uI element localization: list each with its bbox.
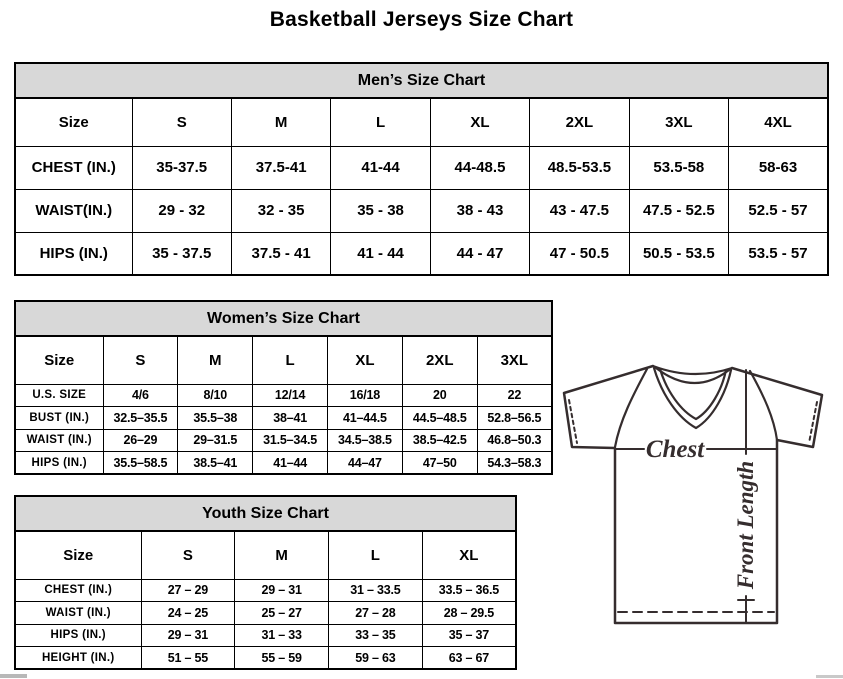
size-value-cell: 32 - 35 <box>231 189 330 232</box>
size-column-header: S <box>132 98 231 146</box>
size-column-header: M <box>235 531 329 579</box>
youth-table-caption: Youth Size Chart <box>14 495 517 532</box>
size-value-cell: 51 – 55 <box>141 647 235 670</box>
table-row <box>15 189 828 232</box>
scrollbar-fragment-left[interactable] <box>0 674 27 678</box>
size-value-cell: 35 – 37 <box>422 624 516 647</box>
size-value-cell: 41-44 <box>331 146 430 189</box>
row-label: CHEST (IN.) <box>15 146 132 189</box>
size-value-cell: 46.8–50.3 <box>477 429 552 452</box>
size-value-cell: 44.5–48.5 <box>402 407 477 430</box>
size-value-cell: 48.5-53.5 <box>530 146 629 189</box>
size-column-header: M <box>231 98 330 146</box>
table-row <box>15 602 516 625</box>
size-column-header: L <box>329 531 423 579</box>
mens-table-caption: Men’s Size Chart <box>14 62 829 99</box>
size-column-header: XL <box>422 531 516 579</box>
size-column-header: 2XL <box>402 336 477 384</box>
size-value-cell: 47–50 <box>402 452 477 475</box>
size-value-cell: 53.5 - 57 <box>729 232 828 275</box>
size-value-cell: 41–44.5 <box>327 407 402 430</box>
row-label: HIPS (IN.) <box>15 452 103 475</box>
scrollbar-fragment-right[interactable] <box>816 675 843 678</box>
size-value-cell: 52.5 - 57 <box>729 189 828 232</box>
size-value-cell: 35 - 37.5 <box>132 232 231 275</box>
row-label: WAIST (IN.) <box>15 602 141 625</box>
size-value-cell: 37.5-41 <box>231 146 330 189</box>
size-value-cell: 50.5 - 53.5 <box>629 232 728 275</box>
size-value-cell: 16/18 <box>327 384 402 407</box>
size-value-cell: 35.5–58.5 <box>103 452 178 475</box>
size-value-cell: 44 - 47 <box>430 232 529 275</box>
size-value-cell: 41 - 44 <box>331 232 430 275</box>
jersey-measurement-diagram <box>550 360 843 679</box>
size-value-cell: 20 <box>402 384 477 407</box>
table-row <box>15 452 552 475</box>
size-value-cell: 29 – 31 <box>141 624 235 647</box>
size-header-cell: Size <box>15 336 103 384</box>
size-value-cell: 4/6 <box>103 384 178 407</box>
size-column-header: 3XL <box>629 98 728 146</box>
size-value-cell: 12/14 <box>253 384 328 407</box>
size-column-header: S <box>141 531 235 579</box>
size-header-cell: Size <box>15 531 141 579</box>
size-value-cell: 44-48.5 <box>430 146 529 189</box>
size-value-cell: 59 – 63 <box>329 647 423 670</box>
size-value-cell: 27 – 29 <box>141 579 235 602</box>
size-value-cell: 31 – 33 <box>235 624 329 647</box>
row-label: BUST (IN.) <box>15 407 103 430</box>
size-column-header: L <box>331 98 430 146</box>
size-value-cell: 33.5 – 36.5 <box>422 579 516 602</box>
size-column-header: S <box>103 336 178 384</box>
size-value-cell: 22 <box>477 384 552 407</box>
table-row <box>15 384 552 407</box>
youth-size-chart-section <box>14 495 517 670</box>
row-label: HEIGHT (IN.) <box>15 647 141 670</box>
row-label: WAIST (IN.) <box>15 429 103 452</box>
page-title: Basketball Jerseys Size Chart <box>269 8 574 31</box>
size-header-cell: Size <box>15 98 132 146</box>
size-value-cell: 33 – 35 <box>329 624 423 647</box>
size-value-cell: 34.5–38.5 <box>327 429 402 452</box>
size-column-header: 2XL <box>530 98 629 146</box>
size-value-cell: 26–29 <box>103 429 178 452</box>
size-value-cell: 63 – 67 <box>422 647 516 670</box>
size-value-cell: 37.5 - 41 <box>231 232 330 275</box>
size-value-cell: 38.5–42.5 <box>402 429 477 452</box>
size-value-cell: 35.5–38 <box>178 407 253 430</box>
size-value-cell: 29–31.5 <box>178 429 253 452</box>
size-value-cell: 58-63 <box>729 146 828 189</box>
size-value-cell: 35-37.5 <box>132 146 231 189</box>
size-value-cell: 54.3–58.3 <box>477 452 552 475</box>
left-armhole-seam <box>615 369 647 447</box>
table-row <box>15 624 516 647</box>
size-value-cell: 55 – 59 <box>235 647 329 670</box>
size-value-cell: 38–41 <box>253 407 328 430</box>
size-value-cell: 44–47 <box>327 452 402 475</box>
jersey-outline <box>564 366 822 623</box>
size-value-cell: 35 - 38 <box>331 189 430 232</box>
size-column-header: M <box>178 336 253 384</box>
womens-size-chart-section <box>14 300 553 475</box>
table-row <box>15 429 552 452</box>
table-row <box>15 407 552 430</box>
size-value-cell: 24 – 25 <box>141 602 235 625</box>
size-value-cell: 41–44 <box>253 452 328 475</box>
front-length-label: Front Length <box>733 460 758 590</box>
womens-size-table <box>14 335 553 475</box>
row-label: HIPS (IN.) <box>15 232 132 275</box>
size-value-cell: 38 - 43 <box>430 189 529 232</box>
size-column-header: XL <box>327 336 402 384</box>
size-value-cell: 38.5–41 <box>178 452 253 475</box>
row-label: WAIST(IN.) <box>15 189 132 232</box>
mens-size-table <box>14 97 829 276</box>
table-row <box>15 232 828 275</box>
womens-table-caption: Women’s Size Chart <box>14 300 553 337</box>
mens-size-chart-section <box>14 62 829 276</box>
size-value-cell: 29 - 32 <box>132 189 231 232</box>
size-column-header: 3XL <box>477 336 552 384</box>
size-value-cell: 8/10 <box>178 384 253 407</box>
size-value-cell: 29 – 31 <box>235 579 329 602</box>
size-value-cell: 53.5-58 <box>629 146 728 189</box>
size-value-cell: 31 – 33.5 <box>329 579 423 602</box>
size-value-cell: 47 - 50.5 <box>530 232 629 275</box>
size-value-cell: 28 – 29.5 <box>422 602 516 625</box>
row-label: U.S. SIZE <box>15 384 103 407</box>
size-column-header: L <box>253 336 328 384</box>
size-value-cell: 25 – 27 <box>235 602 329 625</box>
table-row <box>15 146 828 189</box>
row-label: HIPS (IN.) <box>15 624 141 647</box>
size-value-cell: 52.8–56.5 <box>477 407 552 430</box>
row-label: CHEST (IN.) <box>15 579 141 602</box>
table-row <box>15 647 516 670</box>
table-row <box>15 579 516 602</box>
youth-size-table <box>14 530 517 670</box>
size-value-cell: 32.5–35.5 <box>103 407 178 430</box>
size-value-cell: 43 - 47.5 <box>530 189 629 232</box>
size-value-cell: 31.5–34.5 <box>253 429 328 452</box>
size-value-cell: 47.5 - 52.5 <box>629 189 728 232</box>
size-column-header: 4XL <box>729 98 828 146</box>
size-column-header: XL <box>430 98 529 146</box>
size-value-cell: 27 – 28 <box>329 602 423 625</box>
chest-label: Chest <box>645 436 705 463</box>
